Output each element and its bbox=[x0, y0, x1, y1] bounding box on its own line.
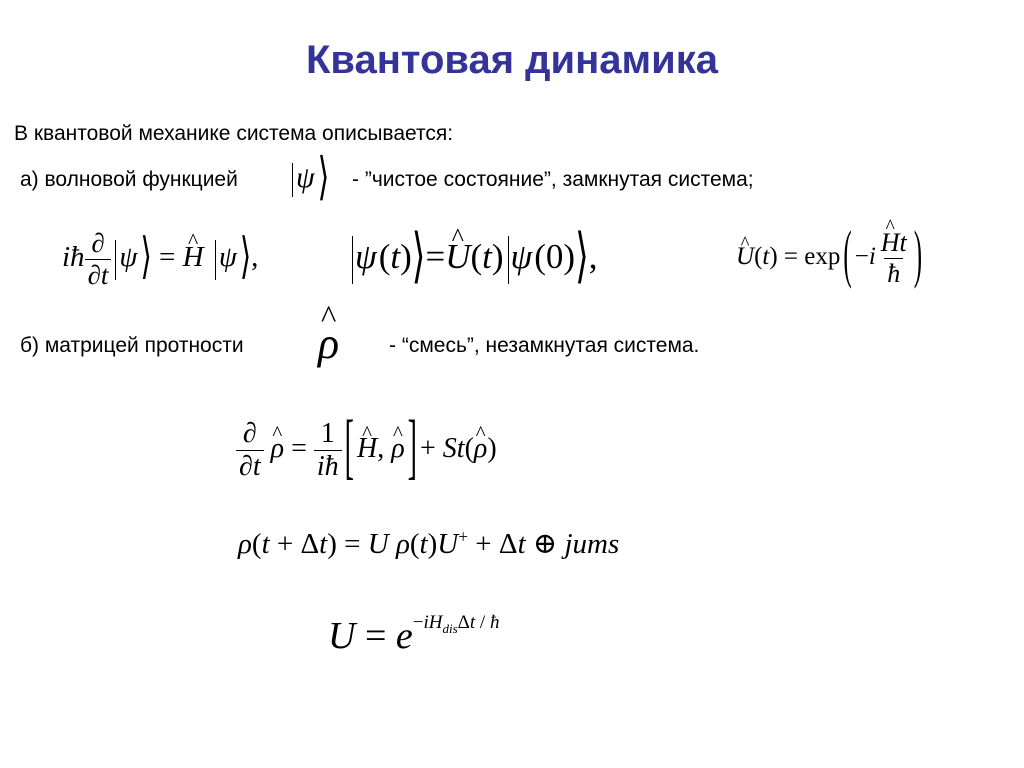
item-b-description: - “смесь”, незамкнутая система. bbox=[389, 334, 700, 357]
item-b-label: б) матрицей протности bbox=[20, 334, 244, 357]
item-a-description: - ”чистое состояние”, замкнутая система; bbox=[352, 168, 754, 191]
propagator-formula: ^ U(t) = exp ( −i ^ $\frac{Ht}{ħ}$ ) bbox=[736, 228, 922, 289]
density-matrix-symbol: ^ ρ bbox=[318, 318, 339, 369]
dissipative-propagator-formula: $U = e^{-iH_{dis}\Delta t / ħ}$ bbox=[328, 612, 500, 657]
page-title: Квантовая динамика bbox=[306, 38, 718, 82]
intro-text: В квантовой механике система описывается: bbox=[14, 122, 454, 145]
evolution-formula: ψ(t)⟩=^ U(t) ψ(0)⟩, bbox=[352, 236, 598, 284]
quantum-jumps-formula: ρ(t + Δt) = U ρ(t)U+ + Δt ⊕ jums bbox=[238, 526, 620, 560]
schrodinger-equation: iħ $\frac{\partial}{\partial t}$ ψ ⟩ = ^ H ψ ⟩, bbox=[62, 228, 258, 291]
master-equation: $\frac{\partial}{\partial t}$ ^ ρ = $\frac{1}{iħ}$ [^ H, ^ ρ ] + St(^ ρ) bbox=[236, 418, 497, 483]
item-a-label: а) волновой функцией bbox=[20, 168, 238, 191]
ket-psi-formula: ψ ⟩ bbox=[292, 160, 329, 197]
